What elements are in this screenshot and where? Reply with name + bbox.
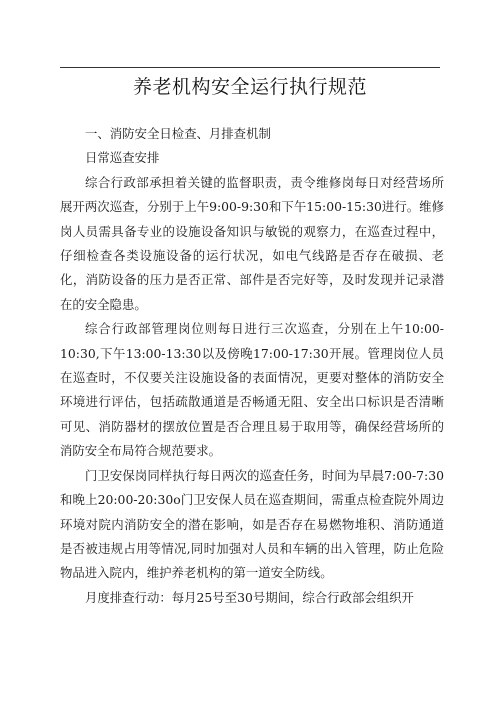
paragraph-monthly-inspection: 月度排查行动：每月25号至30号期间，综合行政部会组织开: [85, 589, 414, 605]
subsection-heading: 日常巡查安排: [85, 150, 160, 166]
document-title: 养老机构安全运行执行规范: [132, 76, 367, 98]
section-heading: 一、消防安全日检查、月排查机制: [85, 126, 271, 141]
document-body: [60, 122, 444, 610]
paragraph-management-patrol: 综合行政部管理岗位则每日进行三次巡查，分别在上午10:00-10:30,下午13:00-13:30以及傍晚17:00-17:30开展。管理岗位人员在巡查时，不仅要关注设施设备的表面情况，更要对整体的消防安全环境进行评估，包括疏散通道是否畅通无阻、安全出口标识是否清晰可见、消防器材的摆放位置是否合理且易于取用等，确保经营场所的消防安全布局符合规范要求。: [60, 321, 444, 459]
header-divider: [60, 67, 440, 68]
paragraph-security-patrol: 门卫安保岗同样执行每日两次的巡查任务，时间为早晨7:00-7:30和晚上20:00-20:30o门卫安保人员在巡查期间，需重点检查院外周边环境对院内消防安全的潜在影响，如是否存在易燃物堆积、消防通道是否被违规占用等情况,同时加强对人员和车辆的出入管理，防止危险物品进入院内，维护养老机构的第一道安全防线。: [60, 467, 444, 581]
paragraph-maintenance-patrol: 综合行政部承担着关键的监督职责，责令维修岗每日对经营场所展开两次巡查，分别于上午9:00-9:30和下午15:00-15:30进行。维修岗人员需具备专业的设施设备知识与敏锐的观察力，在巡查过程中，仔细检查各类设施设备的运行状况，如电气线路是否存在破损、老化，消防设备的压力是否正常、部件是否完好等，及时发现并记录潜在的安全隐患。: [60, 174, 444, 312]
